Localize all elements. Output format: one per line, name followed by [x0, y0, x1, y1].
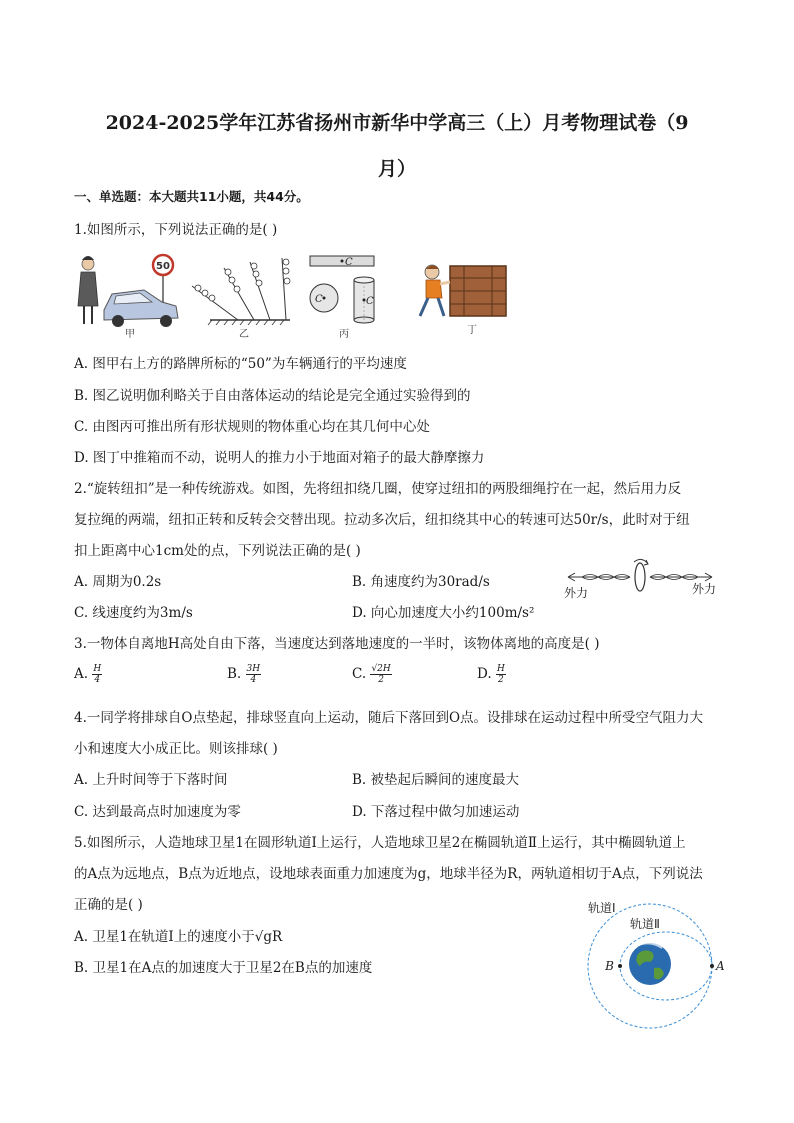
section-heading: 一、单选题：本大题共11小题，共44分。	[74, 189, 309, 204]
q1-option-d[interactable]: D. 图丁中推箱而不动，说明人的推力小于地面对箱子的最大静摩擦力	[74, 450, 485, 466]
q5-stem-line-2: 的A点为远地点，B点为近地点，设地球表面重力加速度为g，地球半径为R，两轨道相切于A点，下列说法	[74, 866, 703, 882]
q4-option-a[interactable]: A. 上升时间等于下落时间	[74, 772, 228, 788]
figure-ding	[420, 265, 506, 336]
q5-orbit-figure	[580, 896, 730, 1032]
figure-bing	[310, 256, 374, 340]
q2-option-c[interactable]: C. 线速度约为3m/s	[74, 605, 193, 621]
earth-icon	[629, 943, 671, 985]
q1-figures	[74, 248, 514, 344]
q2-option-d[interactable]: D. 向心加速度大小约100m/s²	[352, 605, 535, 621]
speed-sign-text: 50	[156, 261, 170, 272]
q3-option-b-fraction	[246, 664, 262, 685]
q3-a-denominator: 4	[94, 675, 101, 685]
q3-d-denominator: 2	[498, 675, 504, 685]
q3-a-numerator: H	[93, 664, 102, 674]
q2-button-figure	[560, 554, 730, 604]
q5-stem-line-1: 5.如图所示，人造地球卫星1在圆形轨道Ⅰ上运行，人造地球卫星2在椭圆轨道Ⅱ上运行，其中椭圆轨道上	[74, 835, 686, 851]
caption-yi: 乙	[239, 329, 249, 340]
q1-option-b[interactable]: B. 图乙说明伽利略关于自由落体运动的结论是完全通过实验得到的	[74, 388, 471, 404]
point-b-label: B	[605, 959, 614, 973]
q3-option-b[interactable]	[227, 664, 261, 685]
title-line-2: 月）	[377, 158, 416, 180]
q3-b-numerator: 3H	[246, 664, 261, 674]
q3-option-a[interactable]	[74, 664, 102, 685]
orbit-2-label: 轨道Ⅱ	[630, 917, 660, 931]
exam-title	[60, 100, 734, 192]
q2-option-a[interactable]: A. 周期为0.2s	[74, 574, 162, 590]
q2-stem-line-2: 复拉绳的两端，纽扣正转和反转会交替出现。拉动多次后，纽扣绕其中心的转速可达50r/s，此时对于纽	[74, 512, 690, 528]
q3-option-d[interactable]	[477, 664, 506, 685]
q2-stem-line-3: 扣上距离中心1cm处的点，下列说法正确的是( )	[74, 543, 361, 559]
q4-stem-line-2: 小和速度大小成正比。则该排球( )	[74, 741, 278, 757]
button-icon	[635, 563, 645, 591]
figure-jia	[78, 255, 178, 340]
q3-option-a-fraction	[92, 664, 102, 685]
q3-stem: 3.一物体自离地H高处自由下落，当速度达到落地速度的一半时，该物体离地的高度是( )	[74, 636, 600, 652]
q3-d-numerator: H	[496, 664, 505, 674]
q3-option-c-fraction	[370, 664, 391, 685]
q3-option-a-label: A.	[74, 666, 89, 682]
q3-option-d-label: D.	[477, 666, 492, 682]
q1-option-a[interactable]: A. 图甲右上方的路牌所标的“50”为车辆通行的平均速度	[74, 356, 407, 372]
q2-option-b[interactable]: B. 角速度约为30rad/s	[352, 574, 490, 590]
q3-c-numerator: √2H	[371, 664, 391, 674]
force-left-label: 外力	[564, 586, 589, 600]
q4-option-b[interactable]: B. 被垫起后瞬间的速度最大	[352, 772, 520, 788]
q4-option-c[interactable]: C. 达到最高点时加速度为零	[74, 804, 241, 820]
q5-option-b[interactable]: B. 卫星1在A点的加速度大于卫星2在B点的加速度	[74, 960, 373, 976]
q3-c-denominator: 2	[378, 675, 384, 685]
title-line-1: 2024-2025学年江苏省扬州市新华中学高三（上）月考物理试卷（9	[105, 112, 689, 134]
q3-option-c[interactable]	[352, 664, 392, 685]
figure-yi	[192, 258, 290, 340]
bar-center-label: C	[345, 257, 353, 268]
q3-b-denominator: 4	[250, 675, 257, 685]
q5-option-a[interactable]: A. 卫星1在轨道Ⅰ上的速度小于√gR	[74, 929, 283, 945]
q1-stem: 1.如图所示，下列说法正确的是( )	[74, 222, 278, 238]
q3-option-b-label: B.	[227, 666, 242, 682]
orbit-1-label: 轨道Ⅰ	[588, 901, 616, 915]
caption-jia: 甲	[125, 329, 135, 340]
caption-bing: 丙	[339, 329, 349, 340]
force-right-label: 外力	[692, 582, 717, 596]
point-a-label: A	[716, 959, 725, 973]
q3-option-d-fraction	[496, 664, 506, 685]
q4-option-d[interactable]: D. 下落过程中做匀加速运动	[352, 804, 520, 820]
q1-option-c[interactable]: C. 由图丙可推出所有形状规则的物体重心均在其几何中心处	[74, 419, 430, 435]
q4-stem-line-1: 4.一同学将排球自O点垫起，排球竖直向上运动，随后下落回到O点。设排球在运动过程中所受空气阻力大	[74, 710, 704, 726]
cylinder-center-label: C	[366, 296, 374, 307]
caption-ding: 丁	[467, 325, 477, 336]
q3-option-c-label: C.	[352, 666, 367, 682]
disc-center-label: C	[315, 294, 323, 305]
q2-stem-line-1: 2.“旋转纽扣”是一种传统游戏。如图，先将纽扣绕几圈，使穿过纽扣的两股细绳拧在一起，然后用力反	[74, 481, 682, 497]
q5-stem-line-3: 正确的是( )	[74, 897, 143, 913]
